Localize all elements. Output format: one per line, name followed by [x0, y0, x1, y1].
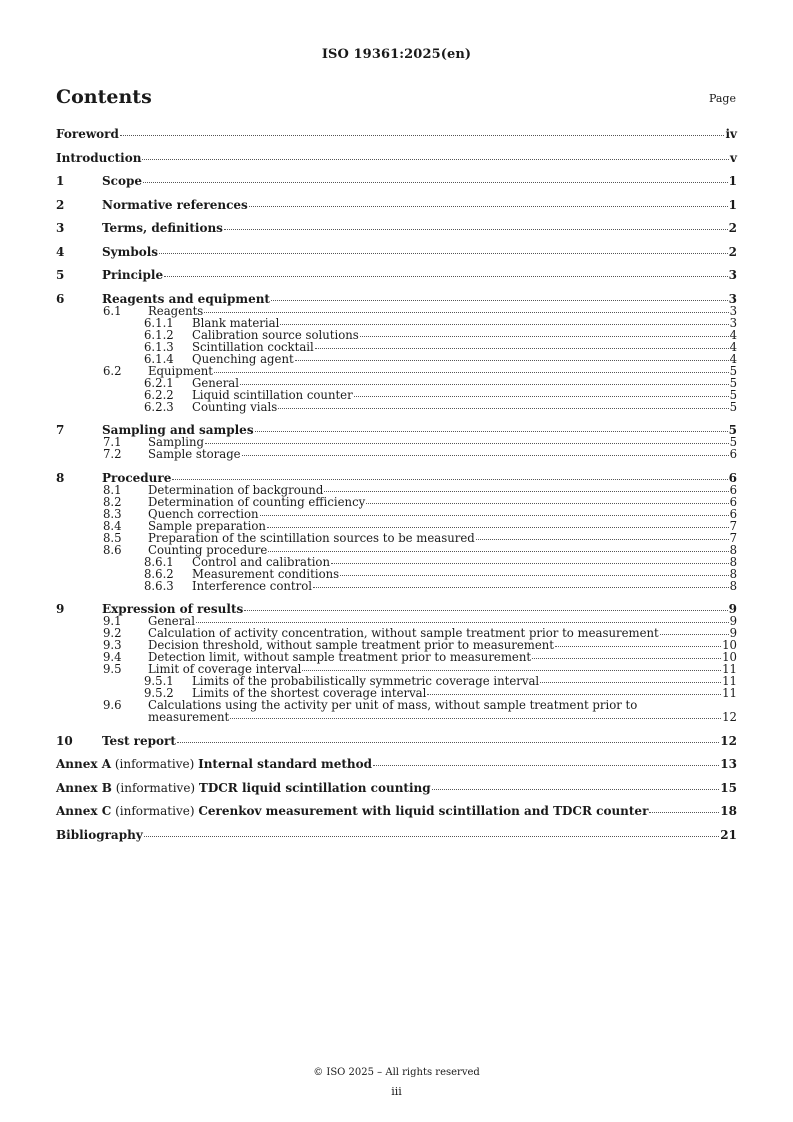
toc-entry[interactable] — [56, 353, 737, 365]
toc-entry-number: 6.1.1 — [144, 315, 174, 330]
toc-entry-page: 8 — [729, 566, 737, 581]
dot-leader — [354, 396, 729, 397]
toc-entry-page: 11 — [722, 686, 737, 700]
toc-entry-title[interactable]: Quenching agent — [192, 351, 294, 366]
toc-entry-number: 6.2.2 — [144, 387, 174, 402]
toc-entry[interactable] — [56, 520, 737, 532]
toc-entry-page: 2 — [728, 244, 737, 259]
toc-entry-page: 12 — [722, 710, 737, 724]
toc-entry-page: 5 — [729, 375, 737, 390]
annex-label: Annex B — [56, 780, 112, 795]
toc-entry-number: 9.4 — [103, 650, 122, 664]
toc-entry-number: 8.6.1 — [144, 554, 174, 569]
dot-leader — [360, 336, 729, 337]
toc-entry-title[interactable]: Preparation of the scintillation sources to be measured — [148, 530, 475, 545]
toc-entry-title-continuation: measurement — [148, 710, 230, 724]
toc-entry[interactable] — [56, 484, 737, 496]
toc-entry-title[interactable]: General — [192, 375, 239, 390]
toc-entry[interactable] — [56, 246, 737, 258]
dot-leader — [242, 455, 729, 456]
dot-leader — [244, 610, 727, 611]
toc-entry-page: 15 — [720, 780, 737, 795]
toc-entry-number: 7.2 — [103, 447, 122, 461]
toc-entry[interactable] — [56, 472, 737, 484]
toc-entry-number: 8.3 — [103, 506, 122, 521]
toc-entry-number: 8 — [56, 470, 65, 485]
dot-leader — [255, 431, 728, 432]
dot-leader — [142, 159, 729, 160]
toc-entry-page: 3 — [728, 291, 737, 306]
toc-entry-title[interactable]: Determination of background — [148, 482, 324, 497]
dot-leader — [230, 718, 721, 719]
toc-entry[interactable] — [56, 568, 737, 580]
toc-entry[interactable] — [56, 128, 737, 140]
toc-entry-page: v — [730, 150, 737, 165]
toc-entry-page: 9 — [729, 614, 737, 628]
toc-entry-title[interactable]: Liquid scintillation counter — [192, 387, 353, 402]
toc-entry-page: 9 — [729, 626, 737, 640]
toc-entry[interactable] — [56, 829, 737, 841]
toc-entry-page: 3 — [729, 315, 737, 330]
toc-entry-number: 9.2 — [103, 626, 122, 640]
dot-leader — [143, 182, 728, 183]
toc-entry-number: 6.1.2 — [144, 327, 174, 342]
toc-entry-title[interactable]: Procedure — [102, 470, 172, 485]
toc-entry-page: 6 — [729, 447, 737, 461]
toc-entry-title[interactable]: Detection limit, without sample treatment prior to measurement — [148, 650, 532, 664]
toc-entry[interactable] — [56, 544, 737, 556]
toc-entry-page: 2 — [728, 221, 737, 235]
annex-title: Internal standard method — [198, 757, 373, 771]
dot-leader — [427, 694, 721, 695]
dot-leader — [164, 276, 728, 277]
dot-leader — [172, 479, 727, 480]
toc-entry-title[interactable]: Quench correction — [148, 506, 259, 521]
toc-entry[interactable] — [56, 305, 737, 317]
toc-entry-number: 6.2.1 — [144, 375, 174, 390]
annex-type: (informative) — [111, 757, 199, 771]
dot-leader — [660, 634, 729, 635]
toc-entry[interactable] — [56, 199, 737, 211]
toc-entry[interactable] — [56, 175, 737, 187]
footer-page-number: iii — [391, 1085, 402, 1098]
toc-entry[interactable] — [56, 782, 737, 794]
toc-entry-title[interactable]: Determination of counting efficiency — [148, 494, 366, 509]
dot-leader — [302, 670, 721, 671]
toc-entry-number: 6.1 — [103, 303, 122, 318]
toc-entry[interactable] — [56, 341, 737, 353]
toc-entry-title[interactable]: Terms, definitions — [102, 221, 223, 235]
toc-entry-number: 10 — [56, 733, 73, 748]
dot-leader — [177, 742, 719, 743]
toc-entry[interactable] — [56, 329, 737, 341]
toc-entry-number: 8.4 — [103, 518, 122, 533]
toc-entry[interactable] — [56, 293, 737, 305]
dot-leader — [324, 491, 728, 492]
toc-entry-title[interactable]: Counting procedure — [148, 542, 268, 557]
toc-entry-title[interactable]: Limits of the probabilistically symmetric coverage interval — [192, 674, 540, 688]
toc-entry-number: 8.6.2 — [144, 566, 174, 581]
toc-entry-page: 10 — [722, 650, 737, 664]
toc-entry-page: 9 — [728, 602, 737, 616]
toc-entry-title[interactable]: Normative references — [102, 197, 248, 212]
toc-entry-title[interactable]: Counting vials — [192, 399, 278, 414]
toc-entry[interactable] — [56, 152, 737, 164]
annex-type: (informative) — [111, 804, 199, 818]
toc-entry[interactable] — [56, 401, 737, 413]
toc-entry-title[interactable]: Blank material — [192, 315, 280, 330]
toc-entry-title[interactable]: Scope — [102, 174, 143, 188]
toc-entry-number: 6 — [56, 291, 65, 306]
toc-entry-continuation[interactable] — [56, 711, 737, 723]
dot-leader — [196, 622, 729, 623]
toc-entry-number: 4 — [56, 244, 65, 259]
annex-title: Cerenkov measurement with liquid scintillation and TDCR counter — [198, 804, 649, 818]
toc-entry-title[interactable] — [56, 758, 372, 770]
annex-title: TDCR liquid scintillation counting — [198, 780, 431, 795]
document-header: ISO 19361:2025(en) — [321, 47, 472, 62]
toc-entry-page: 6 — [729, 482, 737, 497]
toc-entry[interactable] — [56, 805, 737, 817]
toc-entry-number: 2 — [56, 197, 65, 212]
toc-entry-number: 9.1 — [103, 614, 122, 628]
toc-entry-page: 1 — [728, 197, 737, 212]
dot-leader — [120, 135, 725, 136]
toc-entry-page: 21 — [720, 827, 737, 842]
toc-entry-title[interactable]: Foreword — [56, 127, 119, 141]
toc-entry[interactable] — [56, 556, 737, 568]
annex-label: Annex A — [56, 757, 112, 771]
dot-leader — [315, 348, 729, 349]
toc-entry-page: 11 — [722, 662, 737, 676]
toc-entry-page: 8 — [729, 542, 737, 557]
toc-entry-title[interactable]: Expression of results — [102, 602, 244, 616]
toc-entry-title[interactable]: Sampling and samples — [102, 423, 254, 437]
toc-entry-title[interactable]: Interference control — [192, 578, 312, 593]
toc-entry-number: 5 — [56, 268, 65, 282]
dot-leader — [280, 324, 728, 325]
toc-entry-title[interactable]: Symbols — [102, 244, 159, 259]
toc-entry-title[interactable]: Decision threshold, without sample treatment prior to measurement — [148, 638, 554, 652]
toc-entry-title[interactable]: Sampling — [148, 435, 205, 449]
toc-entry[interactable] — [56, 377, 737, 389]
toc-entry-page: 5 — [729, 399, 737, 414]
toc-entry-number: 9.5.2 — [144, 686, 174, 700]
toc-entry[interactable] — [56, 448, 737, 460]
dot-leader — [532, 658, 721, 659]
dot-leader — [205, 443, 729, 444]
toc-entry[interactable] — [56, 532, 737, 544]
toc-entry[interactable] — [56, 496, 737, 508]
dot-leader — [271, 300, 728, 301]
toc-entry-number: 9.5.1 — [144, 674, 174, 688]
toc-entry[interactable] — [56, 389, 737, 401]
toc-entry-number: 9 — [56, 602, 65, 616]
toc-entry-title[interactable]: Equipment — [148, 363, 213, 378]
toc-entry-number: 6.1.4 — [144, 351, 174, 366]
toc-entry[interactable] — [56, 269, 737, 281]
dot-leader — [249, 206, 728, 207]
toc-entry[interactable] — [56, 758, 737, 770]
table-of-contents — [56, 128, 737, 841]
toc-entry-page: 6 — [729, 494, 737, 509]
toc-entry-page: iv — [725, 127, 737, 141]
dot-leader — [267, 527, 729, 528]
toc-entry-page: 11 — [722, 674, 737, 688]
toc-entry-title[interactable]: Bibliography — [56, 827, 143, 842]
toc-entry[interactable] — [56, 580, 737, 592]
toc-entry-number: 8.6 — [103, 542, 122, 557]
toc-entry-page: 3 — [729, 303, 737, 318]
toc-entry-page: 5 — [729, 363, 737, 378]
toc-entry[interactable] — [56, 317, 737, 329]
dot-leader — [214, 372, 729, 373]
toc-entry-number: 7.1 — [103, 435, 122, 449]
dot-leader — [476, 539, 729, 540]
toc-entry-page: 10 — [722, 638, 737, 652]
toc-entry-page: 6 — [728, 470, 737, 485]
toc-entry-title[interactable]: Reagents — [148, 303, 204, 318]
toc-entry-page: 8 — [729, 554, 737, 569]
page-column-label: Page — [708, 92, 736, 105]
toc-entry[interactable] — [56, 365, 737, 377]
toc-entry-title[interactable]: Sample storage — [148, 447, 241, 461]
annex-label: Annex C — [56, 804, 112, 818]
toc-entry-page: 7 — [729, 530, 737, 545]
toc-entry-page: 13 — [720, 757, 737, 771]
dot-leader — [159, 253, 728, 254]
toc-entry-page: 3 — [728, 268, 737, 282]
toc-entry-title[interactable]: Calculations using the activity per unit of mass, without sample treatment prior to — [148, 698, 638, 712]
dot-leader — [432, 789, 720, 790]
dot-leader — [278, 408, 728, 409]
toc-entry-number: 9.5 — [103, 662, 122, 676]
toc-entry-title[interactable]: Sample preparation — [148, 518, 266, 533]
toc-entry-title[interactable]: General — [148, 614, 195, 628]
dot-leader — [144, 836, 720, 837]
dot-leader — [331, 563, 729, 564]
toc-entry-page: 5 — [728, 423, 737, 437]
contents-title: Contents — [56, 86, 152, 108]
toc-entry-number: 8.2 — [103, 494, 122, 509]
dot-leader — [268, 551, 728, 552]
toc-entry-page: 5 — [729, 435, 737, 449]
toc-entry-page: 5 — [729, 387, 737, 402]
toc-entry-title[interactable]: Calculation of activity concentration, without sample treatment prior to measurement — [148, 626, 659, 640]
toc-entry-page: 8 — [729, 578, 737, 593]
dot-leader — [204, 312, 728, 313]
toc-entry-page: 7 — [729, 518, 737, 533]
dot-leader — [240, 384, 729, 385]
toc-entry-page: 18 — [720, 804, 737, 818]
toc-entry-page: 1 — [728, 174, 737, 188]
footer-copyright: © ISO 2025 – All rights reserved — [313, 1067, 480, 1078]
toc-entry-title[interactable]: Principle — [102, 268, 164, 282]
dot-leader — [649, 812, 719, 813]
toc-entry-number: 6.2 — [103, 363, 122, 378]
toc-entry[interactable] — [56, 735, 737, 747]
toc-entry-title[interactable]: Reagents and equipment — [102, 291, 270, 306]
toc-entry-number: 3 — [56, 221, 65, 235]
dot-leader — [555, 646, 721, 647]
toc-entry-page: 4 — [729, 351, 737, 366]
annex-type: (informative) — [111, 780, 199, 795]
toc-entry[interactable] — [56, 222, 737, 234]
dot-leader — [295, 360, 729, 361]
toc-entry-title[interactable]: Scintillation cocktail — [192, 339, 314, 354]
toc-entry-number: 7 — [56, 423, 65, 437]
toc-entry-title[interactable]: Introduction — [56, 150, 142, 165]
dot-leader — [260, 515, 729, 516]
toc-entry-number: 9.6 — [103, 698, 122, 712]
toc-entry-title[interactable]: Limits of the shortest coverage interval — [192, 686, 427, 700]
dot-leader — [313, 587, 729, 588]
dot-leader — [366, 503, 728, 504]
toc-entry-title[interactable]: Calibration source solutions — [192, 327, 359, 342]
toc-entry-number: 8.1 — [103, 482, 122, 497]
dot-leader — [373, 765, 719, 766]
toc-entry-number: 1 — [56, 174, 65, 188]
toc-entry-title[interactable] — [56, 805, 648, 817]
toc-entry-title[interactable]: Measurement conditions — [192, 566, 340, 581]
toc-entry-page: 4 — [729, 339, 737, 354]
toc-entry-number: 8.5 — [103, 530, 122, 545]
toc-entry-title[interactable]: Test report — [102, 733, 176, 748]
toc-entry-page: 4 — [729, 327, 737, 342]
toc-entry-number: 6.1.3 — [144, 339, 174, 354]
toc-entry-title[interactable] — [56, 782, 431, 794]
toc-entry-title[interactable]: Limit of coverage interval — [148, 662, 302, 676]
dot-leader — [224, 229, 728, 230]
dot-leader — [540, 682, 721, 683]
toc-entry-title[interactable]: Control and calibration — [192, 554, 330, 569]
toc-entry-number: 8.6.3 — [144, 578, 174, 593]
toc-entry-page: 6 — [729, 506, 737, 521]
dot-leader — [340, 575, 728, 576]
toc-entry-number: 9.3 — [103, 638, 122, 652]
toc-entry-page: 12 — [720, 733, 737, 748]
toc-entry-number: 6.2.3 — [144, 399, 174, 414]
toc-entry[interactable] — [56, 508, 737, 520]
